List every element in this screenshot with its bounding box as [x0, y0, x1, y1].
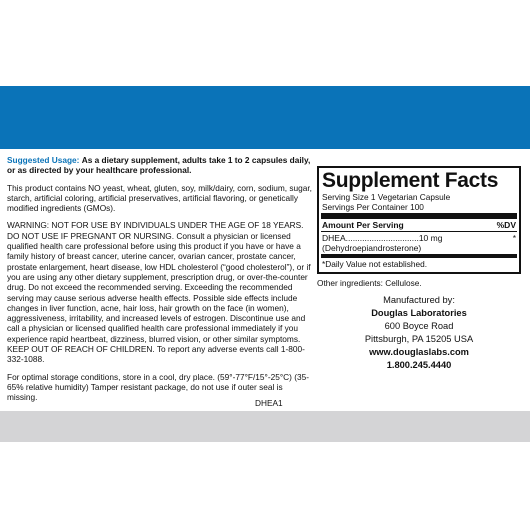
usage-label: Suggested Usage:: [7, 155, 80, 165]
top-background: [0, 0, 530, 86]
amount-header: Amount Per Serving: [322, 220, 404, 230]
free-from-statement: This product contains NO yeast, wheat, gluten, soy, milk/dairy, corn, sodium, sugar, starch, artificial coloring, artificial preservatives, artificial flavoring, or genetically modified ingredients (GMOs).: [7, 182, 312, 214]
other-ingredients: Other ingredients: Cellulose.: [317, 278, 422, 288]
servings-per-container: Servings Per Container 100: [322, 202, 424, 212]
usage-text: As a dietary supplement, adults take 1 to 2 capsules daily, or as directed by your healthcare professional.: [7, 155, 311, 176]
footer-band: [0, 411, 530, 442]
facts-title: Supplement Facts: [322, 169, 499, 192]
ingredient-dv: *: [512, 233, 516, 243]
facts-divider-thick: [321, 213, 517, 219]
manufacturer-website: www.douglaslabs.com: [369, 347, 469, 357]
ingredient-name: DHEA...............................10 mg: [322, 233, 443, 243]
supplement-facts-panel: [317, 166, 521, 274]
manufacturer-block: [317, 294, 521, 372]
facts-divider-bottom: [321, 254, 517, 258]
manufacturer-label: Manufactured by:: [383, 295, 455, 305]
dv-header: %DV: [496, 220, 516, 230]
manufacturer-name: Douglas Laboratories: [371, 308, 467, 318]
facts-footnote: *Daily Value not established.: [322, 259, 428, 269]
manufacturer-street: 600 Boyce Road: [384, 321, 454, 331]
label-text-column: [7, 155, 313, 410]
suggested-usage: [7, 155, 313, 176]
warning-statement: WARNING: NOT FOR USE BY INDIVIDUALS UNDER THE AGE OF 18 YEARS. DO NOT USE IF PREGNANT OR NURSING. Consult a physician or licensed qualified health care professional before using this product if you have or have a family history of breast cancer, uterine cancer, ovarian cancer, prostate cancer, prostate enlargement, heart disease, low HDL cholesterol (“good cholesterol”), or if you are using any other dietary supplement, prescription drug, or over-the-counter drug. Do not exceed the recommended serving. Exceeding the recommended serving may cause serious adverse health effects. Possible side effects include changes in liver function, acne, hair loss, hair growth on the face (in women), aggressiveness, irritability, and increased levels of estrogen. Discontinue use and call a physician or licensed qualified health care professional immediately if you experience rapid heartbeat, dizziness, blurred vision, or other similar symptoms. KEEP OUT OF REACH OF CHILDREN. To report any adverse events call 1-800-332-1088.: [7, 220, 311, 365]
ingredient-row: [322, 233, 516, 243]
storage-statement: For optimal storage conditions, store in a cool, dry place. (59°-77°F/15°-25°C) (35-65% relative humidity) Tamper resistant package, do not use if outer seal is missing.: [7, 371, 309, 403]
amount-header-row: [322, 220, 516, 230]
serving-size: Serving Size 1 Vegetarian Capsule: [322, 192, 451, 202]
facts-divider-thin: [321, 231, 517, 232]
manufacturer-city: Pittsburgh, PA 15205 USA: [364, 334, 474, 344]
ingredient-subname: (Dehydroepiandrosterone): [322, 243, 422, 253]
product-code: DHEA1: [255, 398, 283, 408]
brand-band: [0, 86, 530, 149]
manufacturer-phone: 1.800.245.4440: [386, 360, 452, 370]
